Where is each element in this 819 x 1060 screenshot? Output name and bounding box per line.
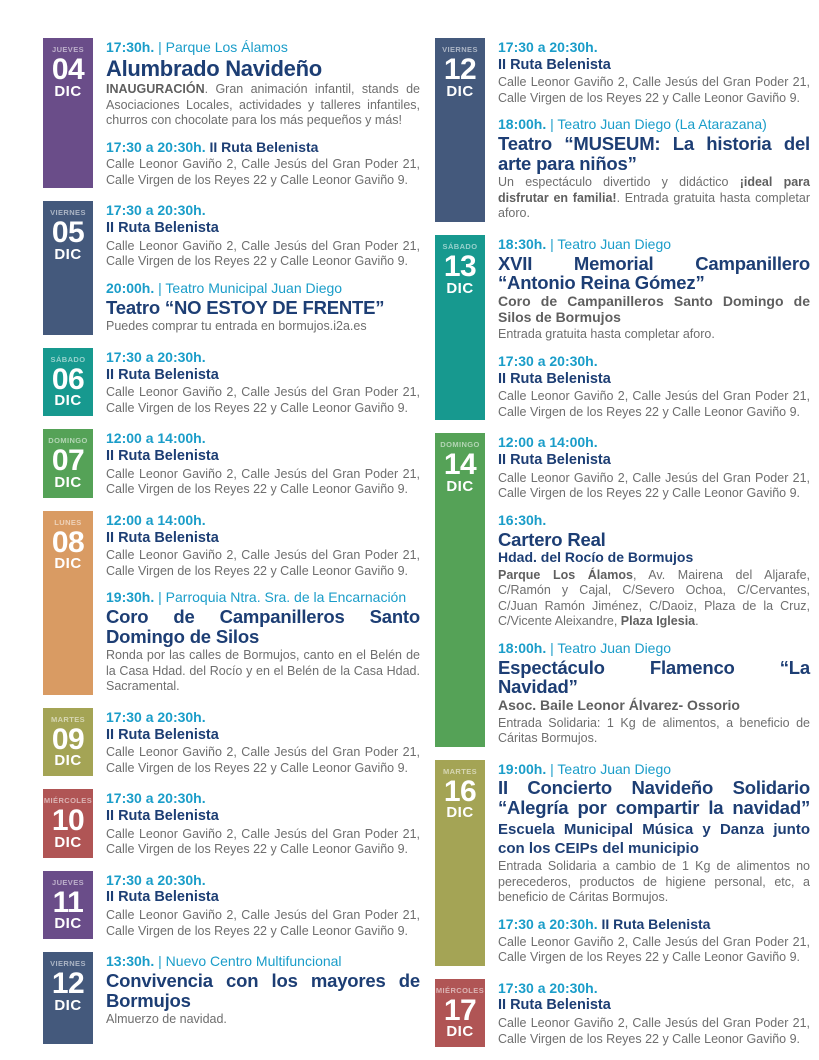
event-description <box>498 389 810 420</box>
event-entry <box>106 953 420 1028</box>
description-segment: Calle Leonor Gaviño 2, Calle Jesús del Gran Poder 21, Calle Virgen de los Reyes 22 y Calle Leonor Gaviño 9. <box>498 934 810 965</box>
event-subtitle: Coro de Campanilleros Santo Domingo de Silos de Bormujos <box>498 293 810 325</box>
event-title-text: XVII Memorial Campanillero “Antonio Reina Gómez” <box>498 252 810 294</box>
event-title-small: II Ruta Belenista <box>106 366 219 383</box>
description-segment: Entrada Solidaria a cambio de 1 Kg de alimentos no perecederos, productos de higiene personal, etc, a beneficio de Cáritas Bormujos. <box>498 859 810 905</box>
time-line <box>106 953 420 970</box>
date-badge <box>435 38 485 222</box>
event-entry <box>498 353 810 420</box>
time-line <box>498 116 810 133</box>
day-name: LUNES <box>54 517 82 527</box>
event-row <box>43 348 420 416</box>
date-badge <box>43 871 93 939</box>
event-title <box>498 658 810 697</box>
event-title <box>106 298 420 318</box>
venue-label: | Teatro Juan Diego (La Atarazana) <box>550 116 767 133</box>
event-title-small: II Ruta Belenista <box>498 370 611 387</box>
time-label: 16:30h. <box>498 511 547 528</box>
event-description <box>498 327 810 343</box>
event-title-suffix: Escuela Municipal Música y Danza junto con los CEIPs del municipio <box>498 820 810 858</box>
day-name: MARTES <box>442 766 478 776</box>
event-description <box>106 1012 420 1028</box>
venue-label: | Teatro Juan Diego <box>550 235 672 252</box>
time-label: 12:00 a 14:00h. <box>106 430 206 447</box>
time-line <box>106 790 420 807</box>
event-description <box>106 319 420 335</box>
time-line <box>106 512 420 529</box>
day-name: JUEVES <box>52 877 84 887</box>
day-number: 04 <box>51 53 85 86</box>
day-number: 13 <box>443 249 477 283</box>
event-row <box>435 235 810 420</box>
time-label: 19:00h. <box>498 760 547 777</box>
day-name: VIERNES <box>50 959 86 969</box>
month-label: DIC <box>54 473 82 491</box>
event-row <box>43 38 420 188</box>
description-bold-segment: Parque Los Álamos <box>498 567 633 582</box>
time-line <box>498 236 810 253</box>
description-segment: Calle Leonor Gaviño 2, Calle Jesús del Gran Poder 21, Calle Virgen de los Reyes 22 y Calle Leonor Gaviño 9. <box>106 826 420 857</box>
month-label: DIC <box>446 477 474 495</box>
event-row <box>43 429 420 497</box>
event-description <box>106 82 420 129</box>
event-entry <box>498 236 810 343</box>
event-entry <box>498 980 810 1047</box>
month-label: DIC <box>54 392 82 410</box>
day-name: SÁBADO <box>50 354 86 364</box>
day-name: DOMINGO <box>440 440 480 450</box>
event-entry <box>106 280 420 335</box>
date-badge <box>43 38 93 188</box>
date-badge <box>435 235 485 420</box>
event-entry <box>106 872 420 939</box>
venue-label: | Teatro Juan Diego <box>550 639 672 656</box>
description-segment: Calle Leonor Gaviño 2, Calle Jesús del Gran Poder 21, Calle Virgen de los Reyes 22 y Calle Leonor Gaviño 9. <box>106 908 420 938</box>
description-segment: Calle Leonor Gaviño 2, Calle Jesús del Gran Poder 21, Calle Virgen de los Reyes 22 y Calle Leonor Gaviño 9. <box>106 157 420 187</box>
event-entry <box>106 39 420 129</box>
day-number: 07 <box>51 444 85 478</box>
time-line <box>106 202 420 219</box>
event-description <box>498 568 810 630</box>
time-label: 17:30 a 20:30h. <box>106 708 206 725</box>
event-description <box>498 935 810 966</box>
event-row <box>43 511 420 695</box>
time-line <box>498 980 810 997</box>
event-title-small: II Ruta Belenista <box>106 889 219 906</box>
date-badge <box>43 708 93 776</box>
time-line <box>106 280 420 297</box>
time-label: 19:30h. <box>106 589 155 606</box>
event-content <box>498 38 810 222</box>
event-description <box>106 548 420 579</box>
time-line <box>106 39 420 56</box>
event-subtitle: Hdad. del Rocío de Bormujos <box>498 549 694 566</box>
date-badge <box>43 789 93 857</box>
month-label: DIC <box>54 833 82 851</box>
day-name: VIERNES <box>442 45 478 54</box>
time-line <box>106 349 420 366</box>
day-name: JUEVES <box>52 45 84 54</box>
time-line <box>106 709 420 726</box>
event-content <box>106 708 420 776</box>
event-title-text: Teatro “MUSEUM: La historia del arte para niños” <box>498 133 810 174</box>
event-description <box>498 859 810 906</box>
event-row <box>43 789 420 857</box>
time-label: 17:30 a 20:30h. <box>498 915 598 932</box>
date-badge <box>435 433 485 746</box>
time-line <box>498 512 810 529</box>
time-line <box>498 434 810 451</box>
event-title-text: II Concierto Navideño Solidario “Alegría por compartir la navidad” <box>498 777 810 818</box>
description-segment: . <box>695 614 699 629</box>
event-content <box>106 348 420 416</box>
event-description <box>106 648 420 695</box>
event-title-small: II Ruta Belenista <box>106 529 219 546</box>
day-name: MARTES <box>50 714 86 724</box>
event-entry <box>106 430 420 497</box>
date-badge <box>43 201 93 334</box>
event-entry <box>106 709 420 776</box>
venue-label: | Parque Los Álamos <box>158 39 288 55</box>
day-number: 05 <box>51 216 85 250</box>
description-segment: Calle Leonor Gaviño 2, Calle Jesús del Gran Poder 21, Calle Virgen de los Reyes 22 y Calle Leonor Gaviño 9. <box>498 1016 810 1046</box>
month-label: DIC <box>446 1023 474 1041</box>
time-label: 17:30 a 20:30h. <box>106 348 206 365</box>
day-name: MIÉRCOLES <box>43 796 93 806</box>
time-line <box>106 430 420 447</box>
event-entry <box>498 39 810 106</box>
month-label: DIC <box>54 555 82 573</box>
month-label: DIC <box>446 804 474 822</box>
day-number: 10 <box>51 804 85 838</box>
date-badge <box>43 511 93 695</box>
event-content <box>106 871 420 939</box>
event-description <box>498 75 810 106</box>
description-segment: . Gran animación infantil, stands de Asociaciones Locales, actividades y talleres infantiles, churros con chocolate para los más pequeños y más! <box>106 82 420 128</box>
event-title-small: II Ruta Belenista <box>106 220 219 237</box>
event-title <box>106 607 420 646</box>
event-title-small: II Ruta Belenista <box>498 452 611 469</box>
time-label: 17:30 a 20:30h. <box>106 871 206 888</box>
event-entry <box>106 790 420 857</box>
event-content <box>106 201 420 334</box>
description-segment: Calle Leonor Gaviño 2, Calle Jesús del Gran Poder 21, Calle Virgen de los Reyes 22 y Calle Leonor Gaviño 9. <box>498 75 810 105</box>
event-row <box>43 708 420 776</box>
event-title-text: Convivencia con los mayores de Bormujos <box>106 969 420 1011</box>
month-label: DIC <box>54 246 82 263</box>
time-line <box>498 353 810 370</box>
event-entry <box>498 916 810 966</box>
events-column-right <box>435 38 810 1060</box>
event-entry <box>106 139 420 189</box>
event-content <box>106 952 420 1044</box>
date-badge <box>435 979 485 1047</box>
event-content <box>106 789 420 857</box>
event-title-text: Espectáculo Flamenco “La Navidad” <box>498 656 810 698</box>
venue-label: | Parroquia Ntra. Sra. de la Encarnación <box>158 589 407 606</box>
description-segment: Calle Leonor Gaviño 2, Calle Jesús del Gran Poder 21, Calle Virgen de los Reyes 22 y Calle Leonor Gaviño 9. <box>498 470 810 501</box>
event-entry <box>106 589 420 695</box>
event-content <box>106 511 420 695</box>
description-segment: Puedes comprar tu entrada en bormujos.i2a.es <box>106 319 367 334</box>
event-description <box>106 827 420 858</box>
venue-label: | Teatro Municipal Juan Diego <box>158 279 343 296</box>
description-segment: Calle Leonor Gaviño 2, Calle Jesús del Gran Poder 21, Calle Virgen de los Reyes 22 y Calle Leonor Gaviño 9. <box>106 385 420 415</box>
events-column-left <box>43 38 420 1060</box>
month-label: DIC <box>446 279 474 297</box>
event-description <box>498 471 810 502</box>
time-label: 12:00 a 14:00h. <box>498 434 598 451</box>
time-label: 18:30h. <box>498 235 547 252</box>
time-line <box>498 916 810 933</box>
event-subtitle: Asoc. Baile Leonor Álvarez- Ossorio <box>498 696 740 713</box>
event-title-small: II Ruta Belenista <box>106 807 219 824</box>
event-description <box>498 175 810 222</box>
event-title-small: II Ruta Belenista <box>106 448 219 465</box>
time-line <box>106 589 420 606</box>
description-segment: Entrada Solidaria: 1 Kg de alimentos, a beneficio de Cáritas Bormujos. <box>498 715 810 746</box>
event-title <box>498 134 810 173</box>
time-label: 20:00h. <box>106 279 155 296</box>
event-title-text: Alumbrado Navideño <box>106 55 322 81</box>
description-segment: Calle Leonor Gaviño 2, Calle Jesús del Gran Poder 21, Calle Virgen de los Reyes 22 y Calle Leonor Gaviño 9. <box>106 548 420 578</box>
event-entry <box>498 640 810 747</box>
event-description <box>106 239 420 270</box>
event-content <box>106 38 420 188</box>
event-row <box>43 871 420 939</box>
day-number: 08 <box>51 525 85 559</box>
description-segment: Entrada gratuita hasta completar aforo. <box>498 327 715 342</box>
event-description <box>106 745 420 776</box>
month-label: DIC <box>54 752 82 770</box>
month-label: DIC <box>54 996 82 1014</box>
event-title <box>106 971 420 1010</box>
event-content <box>498 760 810 966</box>
day-number: 14 <box>443 448 477 482</box>
event-row <box>435 38 810 222</box>
event-entry <box>498 512 810 630</box>
day-name: SÁBADO <box>442 241 478 251</box>
event-description <box>106 385 420 416</box>
date-badge <box>43 348 93 416</box>
description-segment: Almuerzo de navidad. <box>106 1012 227 1027</box>
day-number: 17 <box>443 993 477 1027</box>
time-label: 13:30h. <box>106 953 155 970</box>
event-title-text: Coro de Campanilleros Santo Domingo de Silos <box>106 605 420 647</box>
event-content <box>498 235 810 420</box>
description-segment: Ronda por las calles de Bormujos, canto en el Belén de la Casa Hdad. del Rocío y en el Belén de la Casa Hdad. Sacramental. <box>106 648 420 694</box>
time-label: 17:30 a 20:30h. <box>498 39 598 55</box>
month-label: DIC <box>54 82 82 100</box>
date-badge <box>43 952 93 1044</box>
time-label: 12:00 a 14:00h. <box>106 511 206 528</box>
event-title-small: II Ruta Belenista <box>498 56 611 73</box>
event-description <box>498 716 810 747</box>
event-entry <box>106 202 420 269</box>
description-bold-segment: Plaza Iglesia <box>620 614 696 629</box>
event-title <box>498 530 810 550</box>
time-line <box>106 139 420 156</box>
event-row <box>43 952 420 1044</box>
event-description <box>106 467 420 498</box>
event-row <box>435 433 810 746</box>
description-segment: Calle Leonor Gaviño 2, Calle Jesús del Gran Poder 21, Calle Virgen de los Reyes 22 y Calle Leonor Gaviño 9. <box>106 466 420 497</box>
description-segment: Un espectáculo divertido y didáctico <box>498 175 740 190</box>
event-row <box>435 979 810 1047</box>
day-name: VIERNES <box>50 208 86 218</box>
time-label: 17:30 a 20:30h. <box>106 790 206 807</box>
time-line <box>498 640 810 657</box>
description-segment: . Entrada gratuita hasta completar aforo. <box>498 190 810 221</box>
day-name: DOMINGO <box>48 436 88 446</box>
time-label: 18:00h. <box>498 639 547 656</box>
description-bold-segment: INAUGURACIÓN <box>106 82 205 97</box>
inline-event-title: II Ruta Belenista <box>601 915 711 932</box>
event-description <box>498 1016 810 1047</box>
time-label: 17:30 a 20:30h. <box>498 352 598 369</box>
month-label: DIC <box>446 82 474 100</box>
time-line <box>498 39 810 56</box>
event-title <box>106 57 420 80</box>
event-content <box>106 429 420 497</box>
event-entry <box>106 512 420 579</box>
event-row <box>43 201 420 334</box>
event-content <box>498 979 810 1047</box>
event-title-text: Cartero Real <box>498 528 606 550</box>
day-number: 12 <box>51 967 85 1001</box>
event-title-small: II Ruta Belenista <box>106 726 219 743</box>
event-entry <box>498 761 810 906</box>
event-entry <box>498 116 810 222</box>
venue-label: | Teatro Juan Diego <box>550 760 672 777</box>
time-label: 18:00h. <box>498 116 547 133</box>
day-number: 12 <box>443 53 477 86</box>
event-description <box>106 157 420 188</box>
inline-event-title: II Ruta Belenista <box>209 138 319 155</box>
event-title <box>498 778 810 857</box>
date-badge <box>435 760 485 966</box>
time-line <box>498 761 810 778</box>
time-line <box>106 872 420 889</box>
day-number: 11 <box>52 885 84 919</box>
description-segment: Calle Leonor Gaviño 2, Calle Jesús del Gran Poder 21, Calle Virgen de los Reyes 22 y Calle Leonor Gaviño 9. <box>106 238 420 269</box>
time-label: 17:30h. <box>106 39 155 55</box>
time-label: 17:30 a 20:30h. <box>106 138 206 155</box>
event-entry <box>498 434 810 501</box>
month-label: DIC <box>54 915 82 933</box>
description-segment: Calle Leonor Gaviño 2, Calle Jesús del Gran Poder 21, Calle Virgen de los Reyes 22 y Calle Leonor Gaviño 9. <box>106 745 420 775</box>
day-number: 06 <box>51 362 85 396</box>
event-row <box>435 760 810 966</box>
day-number: 16 <box>443 774 477 808</box>
description-bold-segment: ¡ideal para disfrutar en familia! <box>498 175 810 205</box>
day-name: MIÉRCOLES <box>435 985 485 995</box>
event-description <box>106 908 420 939</box>
description-segment: Calle Leonor Gaviño 2, Calle Jesús del Gran Poder 21, Calle Virgen de los Reyes 22 y Calle Leonor Gaviño 9. <box>498 389 810 419</box>
event-title-small: II Ruta Belenista <box>498 997 611 1014</box>
time-label: 17:30 a 20:30h. <box>498 979 598 996</box>
description-segment: , Av. Mairena del Aljarafe, C/Ramón y Cajal, C/Severo Ochoa, C/Cervantes, C/Juan Ramón Jiménez, C/Daoiz, Plaza de la Cruz, C/Vicente Aleixandre, <box>498 567 810 629</box>
event-content <box>498 433 810 746</box>
venue-label: | Nuevo Centro Multifuncional <box>158 953 342 970</box>
event-title-text: Teatro “NO ESTOY DE FRENTE” <box>106 296 385 318</box>
event-entry <box>106 349 420 416</box>
time-label: 17:30 a 20:30h. <box>106 202 206 219</box>
date-badge <box>43 429 93 497</box>
event-title <box>498 254 810 293</box>
day-number: 09 <box>51 722 85 756</box>
